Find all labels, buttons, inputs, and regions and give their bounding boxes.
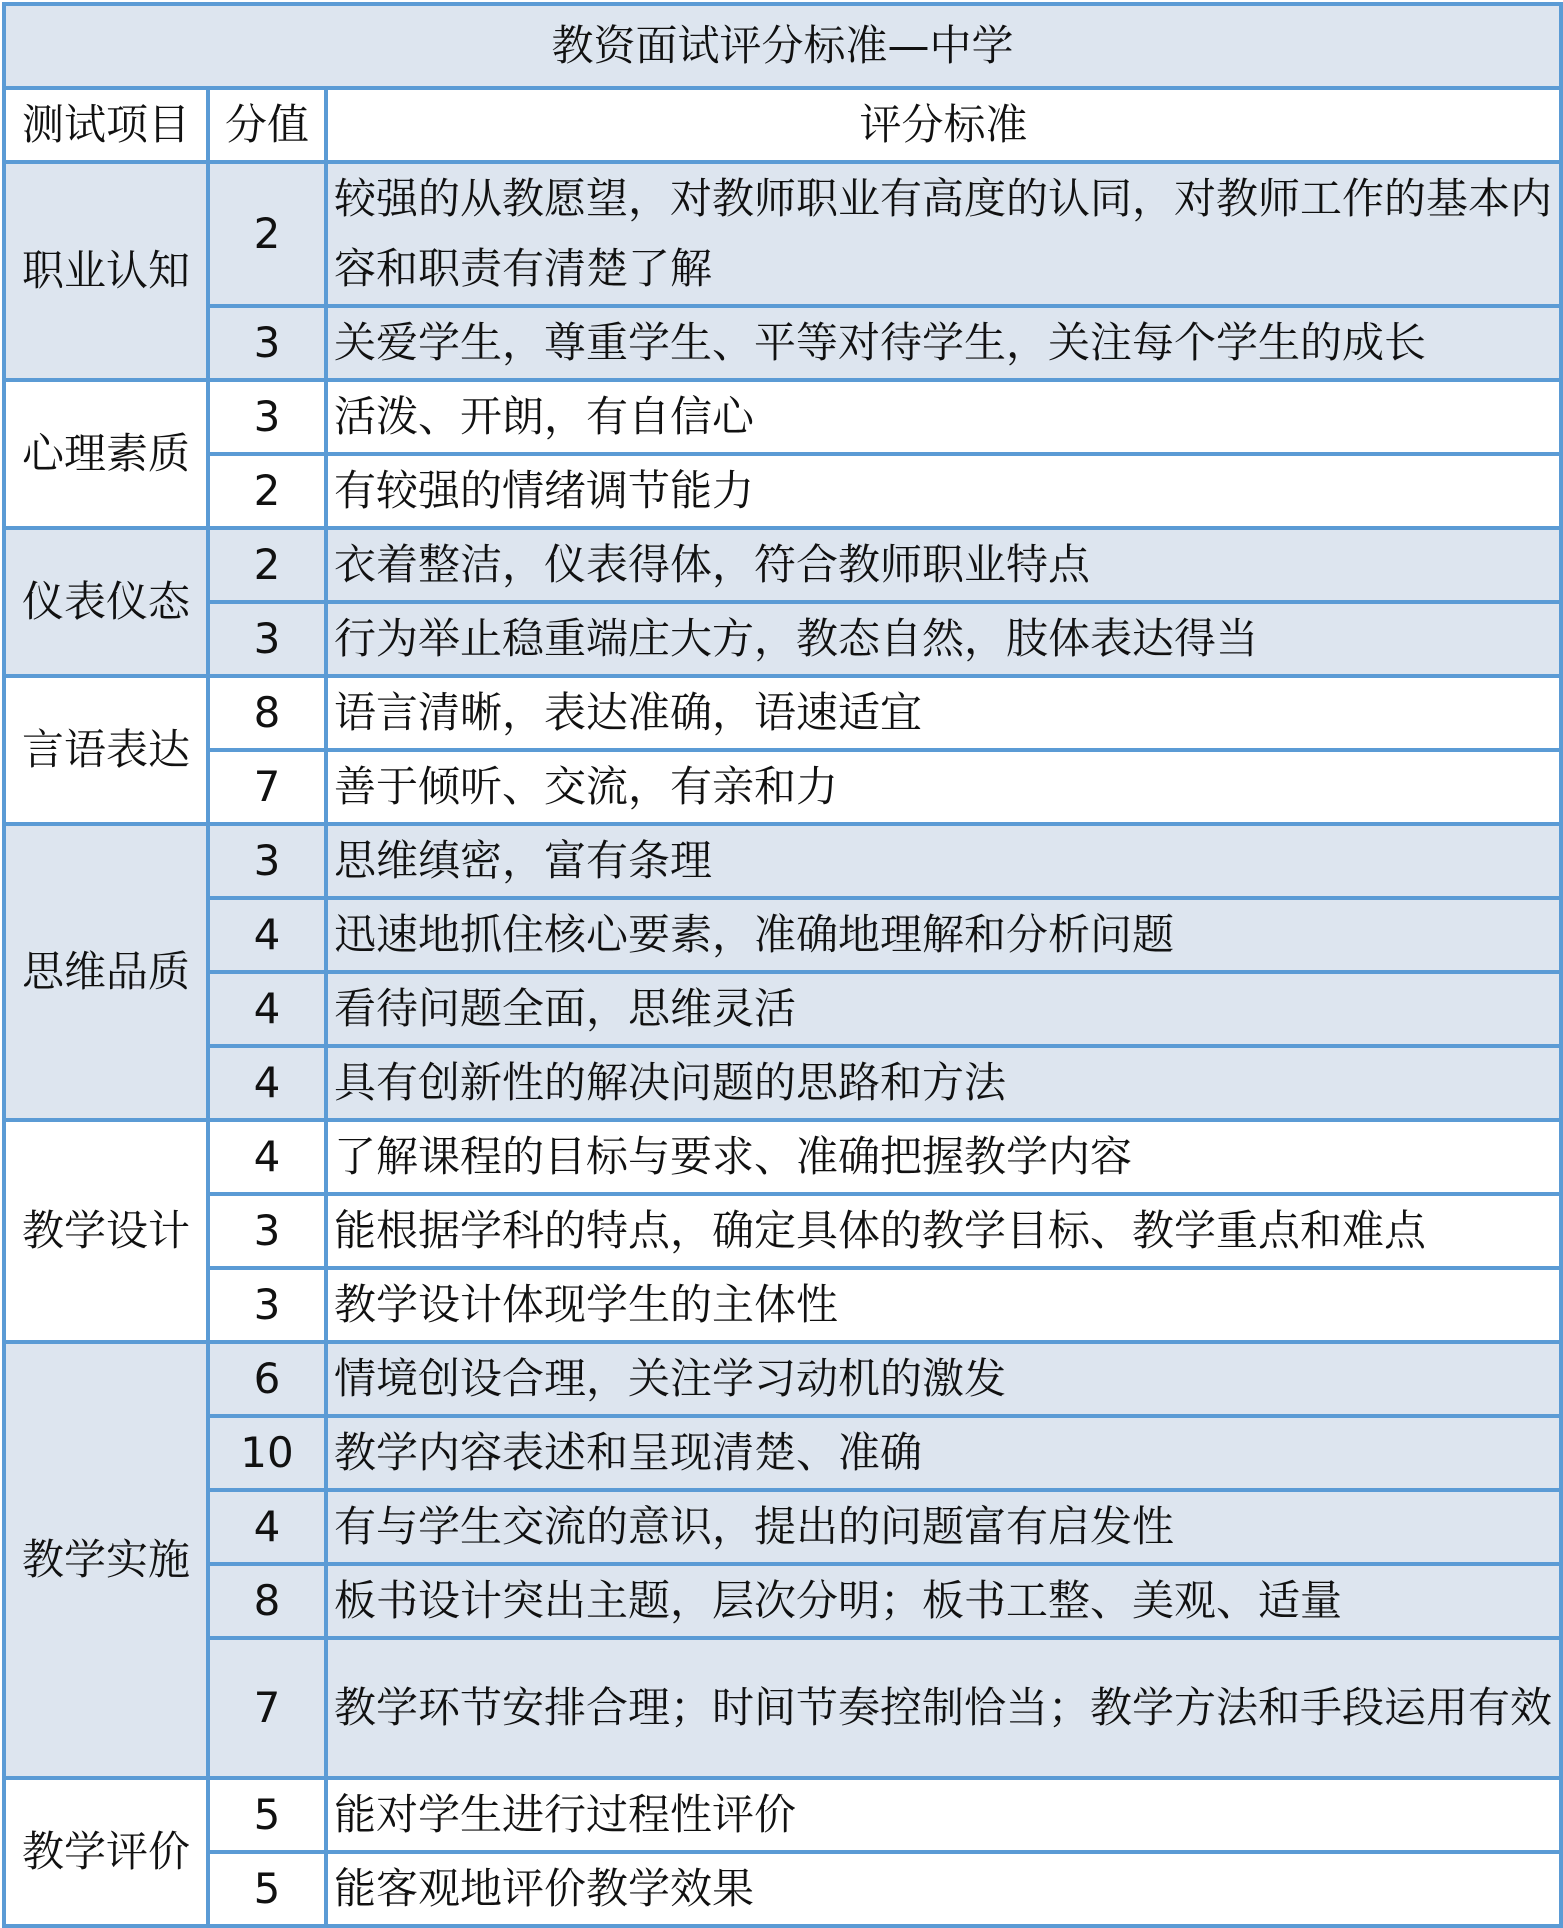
criteria-cell: 能对学生进行过程性评价	[326, 1778, 1561, 1852]
criteria-cell: 教学设计体现学生的主体性	[326, 1268, 1561, 1342]
criteria-cell: 迅速地抓住核心要素，准确地理解和分析问题	[326, 898, 1561, 972]
criteria-cell: 衣着整洁，仪表得体，符合教师职业特点	[326, 528, 1561, 602]
score-cell: 4	[208, 972, 326, 1046]
criteria-cell: 关爱学生，尊重学生、平等对待学生，关注每个学生的成长	[326, 306, 1561, 380]
criteria-cell: 较强的从教愿望，对教师职业有高度的认同，对教师工作的基本内容和职责有清楚了解	[326, 162, 1561, 306]
criteria-cell: 看待问题全面，思维灵活	[326, 972, 1561, 1046]
score-cell: 2	[208, 528, 326, 602]
criteria-cell: 语言清晰，表达准确，语速适宜	[326, 676, 1561, 750]
score-cell: 4	[208, 1490, 326, 1564]
category-cell: 仪表仪态	[4, 528, 208, 676]
score-cell: 4	[208, 1046, 326, 1120]
criteria-cell: 板书设计突出主题，层次分明；板书工整、美观、适量	[326, 1564, 1561, 1638]
score-cell: 3	[208, 602, 326, 676]
category-cell: 教学设计	[4, 1120, 208, 1342]
score-cell: 10	[208, 1416, 326, 1490]
criteria-cell: 思维缜密，富有条理	[326, 824, 1561, 898]
scoring-table	[2, 2, 1563, 1928]
criteria-cell: 活泼、开朗，有自信心	[326, 380, 1561, 454]
score-cell: 8	[208, 676, 326, 750]
score-cell: 3	[208, 306, 326, 380]
criteria-cell: 有与学生交流的意识，提出的问题富有启发性	[326, 1490, 1561, 1564]
score-cell: 7	[208, 1638, 326, 1778]
category-cell: 教学评价	[4, 1778, 208, 1926]
score-cell: 5	[208, 1778, 326, 1852]
criteria-cell: 行为举止稳重端庄大方，教态自然，肢体表达得当	[326, 602, 1561, 676]
score-cell: 2	[208, 162, 326, 306]
criteria-cell: 有较强的情绪调节能力	[326, 454, 1561, 528]
score-cell: 4	[208, 1120, 326, 1194]
score-cell: 3	[208, 1268, 326, 1342]
category-cell: 教学实施	[4, 1342, 208, 1778]
criteria-cell: 具有创新性的解决问题的思路和方法	[326, 1046, 1561, 1120]
score-cell: 2	[208, 454, 326, 528]
score-cell: 7	[208, 750, 326, 824]
table-title: 教资面试评分标准—中学	[4, 4, 1561, 88]
criteria-cell: 能客观地评价教学效果	[326, 1852, 1561, 1926]
header-test-item: 测试项目	[4, 88, 208, 162]
criteria-cell: 能根据学科的特点，确定具体的教学目标、教学重点和难点	[326, 1194, 1561, 1268]
criteria-cell: 情境创设合理，关注学习动机的激发	[326, 1342, 1561, 1416]
category-cell: 思维品质	[4, 824, 208, 1120]
header-criteria: 评分标准	[326, 88, 1561, 162]
score-cell: 5	[208, 1852, 326, 1926]
score-cell: 3	[208, 1194, 326, 1268]
criteria-cell: 教学内容表述和呈现清楚、准确	[326, 1416, 1561, 1490]
category-cell: 心理素质	[4, 380, 208, 528]
score-cell: 3	[208, 380, 326, 454]
criteria-cell: 了解课程的目标与要求、准确把握教学内容	[326, 1120, 1561, 1194]
score-cell: 4	[208, 898, 326, 972]
score-cell: 6	[208, 1342, 326, 1416]
score-cell: 3	[208, 824, 326, 898]
criteria-cell: 善于倾听、交流，有亲和力	[326, 750, 1561, 824]
category-cell: 言语表达	[4, 676, 208, 824]
score-cell: 8	[208, 1564, 326, 1638]
header-score: 分值	[208, 88, 326, 162]
criteria-cell: 教学环节安排合理；时间节奏控制恰当；教学方法和手段运用有效	[326, 1638, 1561, 1778]
category-cell: 职业认知	[4, 162, 208, 380]
